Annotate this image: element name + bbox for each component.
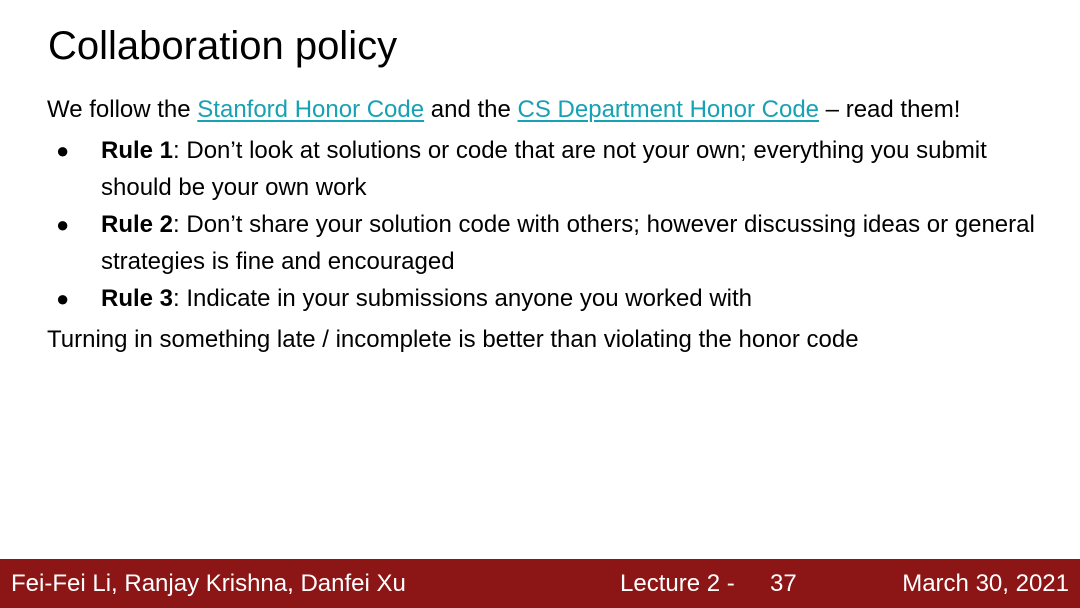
rule-name: Rule 3 — [101, 285, 174, 312]
stanford-honor-code-link[interactable]: Stanford Honor Code — [197, 96, 425, 123]
rules-list — [47, 132, 1047, 317]
rule-item-3 — [47, 280, 1047, 317]
intro-paragraph — [47, 91, 1047, 128]
closing-statement: Turning in something late / incomplete is better than violating the honor code — [47, 326, 859, 353]
cs-department-honor-code-link[interactable]: CS Department Honor Code — [517, 96, 820, 123]
slide-title: Collaboration policy — [48, 24, 398, 68]
rule-text: : Indicate in your submissions anyone you worked with — [173, 285, 752, 312]
slide-body — [47, 91, 1047, 358]
rule-text: : Don’t share your solution code with others; however discussing ideas or general strategies is fine and encouraged — [101, 211, 1035, 275]
footer-lecture: Lecture 2 - — [620, 570, 735, 597]
rule-name: Rule 1 — [101, 137, 174, 164]
bullet-icon: ● — [56, 138, 70, 163]
footer-date: March 30, 2021 — [902, 570, 1069, 597]
rule-text: : Don’t look at solutions or code that are not your own; everything you submit should be your own work — [101, 137, 987, 201]
bullet-icon: ● — [56, 212, 70, 237]
intro-middle: and the — [424, 96, 518, 123]
footer-bar — [0, 559, 1080, 608]
intro-suffix: – read them! — [819, 96, 961, 123]
footer-page-number: 37 — [770, 570, 797, 597]
intro-prefix: We follow the — [47, 96, 198, 123]
rule-item-2 — [47, 206, 1047, 280]
bullet-icon: ● — [56, 286, 70, 311]
footer-authors: Fei-Fei Li, Ranjay Krishna, Danfei Xu — [11, 570, 406, 597]
rule-name: Rule 2 — [101, 211, 174, 238]
rule-item-1 — [47, 132, 1047, 206]
